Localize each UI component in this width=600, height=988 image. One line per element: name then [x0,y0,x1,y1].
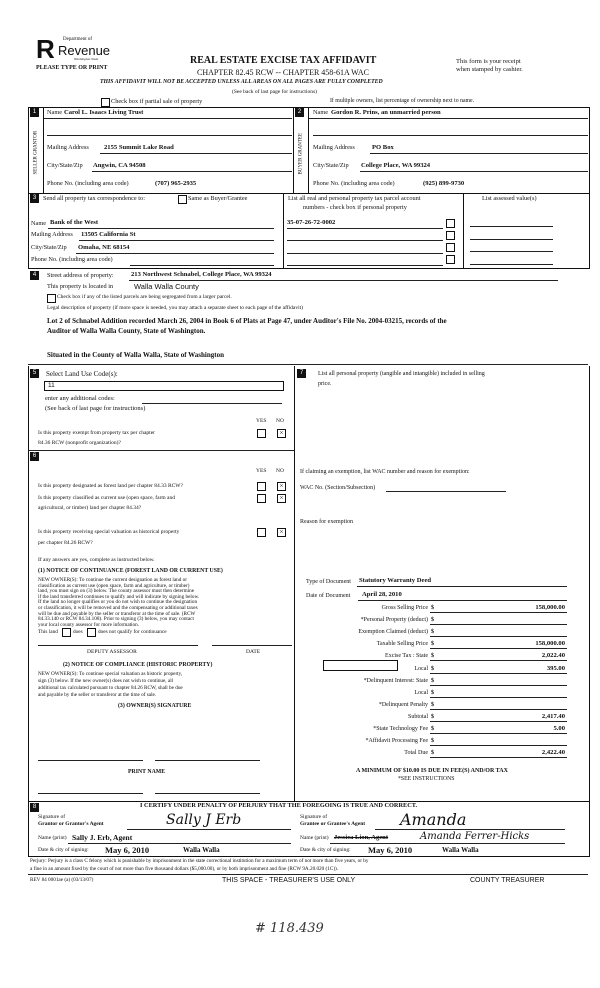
partial-sale-checkbox[interactable] [101,98,110,107]
date-city-label: Date & city of signing: [38,847,89,853]
grantee-print-name-handwritten[interactable]: Amanda Ferrer-Hicks [420,831,530,842]
tax-row-value: 395.00 [546,664,565,672]
tax-row-label: Exemption Claimed (deduct) [358,629,428,636]
notice-line: NEW OWNER(S): To continue special valuation as historic property, [38,671,183,677]
parcel-header-1: List all real and personal property tax parcel account [288,195,421,202]
yes-header: YES [256,468,267,474]
segregated-checkbox[interactable] [47,294,56,303]
tax-row-value: 158,000.00 [535,604,565,611]
divider [283,193,284,268]
tax-row-rule [430,624,567,625]
rule [375,829,565,830]
grantee-agent-label: Grantee or Grantee's Agent [300,821,366,827]
wac-label: WAC No. (Section/Subsection) [300,485,376,491]
exempt-no-checkbox-checked[interactable]: × [277,429,286,438]
tax-row-rule [430,709,567,710]
rule [357,586,567,587]
grantor-signature[interactable]: Sally J Erb [166,812,242,828]
same-as-buyer-checkbox[interactable] [178,195,187,204]
receipt-note-2: when stamped by cashier. [456,66,523,73]
street-label: Street address of property: [47,272,114,279]
section-4-number: 4 [30,271,39,280]
rule [28,874,588,875]
value: Gordon R. Prins, an unmarried person [331,109,441,116]
label: City/State/Zip [31,244,67,251]
please-type-note: PLEASE TYPE OR PRINT [36,65,108,71]
label: Mailing Address [47,144,89,151]
tax-row-rule [430,612,567,613]
notice-continuance-title: (1) NOTICE OF CONTINUANCE (FOREST LAND OR CURRENT USE) [38,568,223,574]
tax-row-value: 158,000.00 [535,640,565,648]
owner-signature-label: (3) OWNER(S) SIGNATURE [118,703,192,709]
divider [463,193,464,268]
grantor-agent-label: Grantor or Grantor's Agent [38,821,104,827]
rule [47,135,292,136]
tax-row-rule [430,745,567,746]
tax-row-value: 2,422.40 [541,749,565,757]
situated-line: Situated in the County of Walla Walla, State of Washington [47,351,224,359]
label: Phone No. (including area code) [47,180,129,187]
historic-question-cont: per chapter 84.26 RCW? [38,540,93,546]
currency-sign: $ [431,665,434,672]
label: City/State/Zip [313,162,349,169]
currency-sign: $ [431,750,434,757]
tax-row-label: *Affidavit Processing Fee [365,738,428,745]
rule [287,265,443,266]
grantee-signature[interactable]: Amanda [400,810,467,829]
assessed-value-field[interactable] [470,226,553,227]
handwritten-number: # 118.439 [255,921,324,936]
grantor-print-name[interactable]: Sally J. Erb, Agent [72,833,133,842]
tax-row-rule [430,673,567,674]
currency-sign: $ [431,726,434,732]
print-name-line[interactable] [38,793,143,794]
currency-sign: $ [431,617,434,624]
if-yes-note: If any answers are yes, complete as instructed below. [38,557,155,563]
label: Name [31,220,47,227]
multiple-owners-note: If multiple owners, list percentage of ownership next to name. [330,98,475,104]
logo-state: Washington State [74,57,99,61]
land-use-code: 11 [48,382,55,389]
section-1-number: 1 [30,108,39,117]
rule [313,135,588,136]
logo-r-mark: R [36,34,55,64]
tax-row-rule [430,648,567,649]
section-3-number: 3 [30,194,39,203]
notice-line: classification as current use (open space, farm and agriculture, or timber) [38,582,190,589]
does-not-qualify-checkbox[interactable] [87,628,96,637]
notice-line: and payable by the seller or transferor at the time of sale. [38,692,157,698]
rule [44,118,292,119]
notice-line: if the land transferred continues to qualify and will indicate by signing below. [38,593,200,600]
perjury-notice-1: Perjury: Perjury is a class C felony which is punishable by imprisonment in the state correctional institution for a maximum term of not more than five years, or by [30,858,369,864]
personal-property-checkbox[interactable] [446,243,455,252]
owner-signature-line[interactable] [38,760,143,761]
grantee-sign-date[interactable]: May 6, 2010 [368,845,413,855]
rule [28,364,588,365]
section-8-number: 8 [30,803,39,812]
label: Mailing Address [313,144,355,151]
date-label: DATE [246,649,261,655]
label: Mailing Address [31,231,73,238]
certify-statement: I CERTIFY UNDER PENALTY OF PERJURY THAT THE FOREGOING IS TRUE AND CORRECT. [140,802,418,809]
see-instructions-note: *SEE INSTRUCTIONS [398,776,455,782]
section-2-number: 2 [295,108,304,117]
tax-row-rule [430,733,567,734]
section-6-number: 6 [30,452,39,461]
does-label: does [73,629,83,635]
rule [330,843,565,844]
additional-codes-input[interactable] [142,403,282,404]
deputy-assessor-line[interactable] [38,645,198,646]
current-use-yes-checkbox[interactable] [257,494,266,503]
rule [358,600,567,601]
rule [28,450,294,451]
name-print-label: Name (print) [300,835,329,841]
county-value[interactable]: Walla Walla County [134,282,199,291]
rule [360,171,588,172]
forest-land-question: Is this property designated as forest land per chapter 84.33 RCW? [38,483,183,489]
currency-sign: $ [431,605,434,611]
rule [287,253,443,254]
value: Omaha, NE 68154 [78,244,130,251]
label: Phone No. (including area code) [313,180,395,187]
section-5-number: 5 [30,369,39,378]
label: Name [313,109,329,116]
seller-side-label: SELLER GRANTOR [33,130,39,175]
see-back-note: (See back of last page for instructions) [45,405,146,412]
rule [68,843,291,844]
rule [287,240,443,241]
currency-sign: $ [431,677,434,684]
owner-signature-line[interactable] [155,760,260,761]
rule [48,228,274,229]
this-land-label: This land [38,629,58,635]
tax-row-label: Local [414,665,428,672]
current-use-no-checkbox-checked[interactable]: × [277,494,286,503]
assessed-value-field[interactable] [470,264,553,265]
tax-row-label: Excise Tax : State [385,653,428,660]
value: 2155 Summit Lake Road [104,144,174,151]
rule [127,829,291,830]
instructions-note: (See back of last page for instructions) [232,89,317,95]
wac-input[interactable] [386,491,506,492]
buyer-side-label: BUYER GRANTEE [298,132,304,175]
assessed-value-field[interactable] [470,251,553,252]
historic-yes-checkbox[interactable] [257,528,266,537]
tax-row-label: Gross Selling Price [381,605,428,611]
exempt-question-cont: 84.36 RCW (nonprofit organization)? [38,440,121,446]
notice-line: additional tax calculated pursuant to chapter 84.26 RCW, shall be due [38,685,183,691]
personal-property-checkbox[interactable] [446,255,455,264]
treasurer-use-label: THIS SPACE - TREASURER'S USE ONLY [222,877,356,884]
county-label: This property is located in [47,283,114,290]
assessed-value-field[interactable] [470,239,553,240]
tax-row-label: Taxable Selling Price [376,641,428,648]
currency-sign: $ [431,653,434,660]
forest-yes-checkbox[interactable] [257,482,266,491]
deputy-assessor-label: DEPUTY ASSESSOR [87,649,137,655]
notice-line: NEW OWNER(S): To continue the current designation as forest land or [38,577,187,583]
assessed-values-header: List assessed value(s) [482,195,537,202]
form-chapter: CHAPTER 82.45 RCW -- CHAPTER 458-61A WAC [197,68,369,77]
tax-row-rule [430,660,567,661]
additional-codes-label: enter any additional codes: [45,395,115,402]
rule [130,265,274,266]
legal-description-line-1: Lot 2 of Schnabel Addition recorded March 26, 2004 in Book 6 of Plats at Page 47, under Auditor's File No. 2004-03215, records of the [47,317,447,325]
same-as-buyer-label: Same as Buyer/Grantee [188,195,248,202]
tax-row-label: *Delinquent Penalty [378,701,428,708]
yes-header: YES [256,418,267,424]
tax-row-rule [430,757,567,758]
grantee-sign-city[interactable]: Walla Walla [442,846,479,854]
forest-no-checkbox-checked[interactable]: × [277,482,286,491]
doc-date-value[interactable]: April 28, 2010 [362,591,402,598]
minimum-fee-note: A MINIMUM OF $10.00 IS DUE IN FEE(S) AND/OR TAX [356,768,508,774]
legal-description-line-2: Auditor of Walla Walla County, State of Washington. [47,327,206,335]
tax-row-label: *Personal Property (deduct) [360,617,428,624]
tax-row-rule [430,697,567,698]
currency-sign: $ [431,641,434,648]
value: (925) 899-9730 [423,180,465,187]
rule [79,240,274,241]
tax-row-label: *State Technology Fee [373,726,428,732]
print-name-line[interactable] [155,793,260,794]
no-header: NO [276,418,284,424]
rule [370,153,588,154]
tax-row-rule [430,721,567,722]
form-title: REAL ESTATE EXCISE TAX AFFIDAVIT [190,55,377,66]
value: Angwin, CA 94508 [93,162,146,169]
tax-row-label: Local [414,689,428,696]
legal-description-label: Legal description of property (if more space is needed, you may attach a separate sheet to each page of the affidavit) [47,305,303,311]
exempt-question: Is this property exempt from property tax per chapter [38,430,155,436]
land-use-code-input[interactable] [44,381,284,391]
divider [308,107,309,193]
rule [100,153,292,154]
currency-sign: $ [431,629,434,636]
current-use-question-cont: agricultural, or timber) land per chapter 84.34? [38,505,142,511]
exempt-yes-checkbox[interactable] [257,429,266,438]
historic-question: Is this property receiving special valuation as historical property [38,529,180,535]
historic-no-checkbox-checked[interactable]: × [277,528,286,537]
notice-line: land, you must sign on (3) below. The county assessor must then determine [38,588,195,595]
print-name-label: PRINT NAME [128,769,166,775]
doc-type-value[interactable]: Statutory Warranty Deed [359,577,432,584]
value: (707) 965-2935 [155,180,197,187]
land-use-label: Select Land Use Code(s): [46,370,118,378]
does-qualify-checkbox[interactable] [62,628,71,637]
partial-sale-label: Check box if partial sale of property [111,98,203,105]
signature-of-label: Signature of [300,814,328,820]
divider [293,107,294,193]
section-7-number: 7 [297,369,306,378]
grantor-sign-city[interactable]: Walla Walla [183,846,220,854]
tax-row-value: 5.00 [553,725,565,732]
doc-date-label: Date of Document [306,593,351,599]
rule [287,228,443,229]
exemption-label: If claiming an exemption, list WAC number and reason for exemption: [300,469,470,475]
personal-property-label-cont: price. [318,381,332,387]
rule [129,280,558,281]
personal-property-checkbox[interactable] [446,219,455,228]
divider [43,107,44,193]
value: PO Box [372,144,394,151]
rule [76,253,274,254]
value: Bank of the West [50,219,99,226]
logo-name: Revenue [58,43,111,58]
reason-label: Reason for exemption [300,519,353,525]
tax-row-label: Subtotal [407,713,428,720]
date-city-label: Date & city of signing: [300,847,351,853]
current-use-question: Is this property classified as current use (open space, farm and [38,495,175,501]
rule [92,171,292,172]
form-revision: REV 84 0001ae (a) (03/13/07) [30,877,94,883]
value: 13505 California St [81,231,136,238]
currency-sign: $ [431,738,434,745]
parcel-number[interactable]: 35-07-26-72-0002 [287,219,336,226]
notice-line: your local county assessor for more information. [38,621,139,628]
personal-property-label: List all personal property (tangible and intangible) included in selling [318,371,485,377]
tax-row-value: 2,022.40 [541,652,565,660]
street-address[interactable]: 213 Northwest Schnabel, College Place, WA 99324 [131,271,272,278]
tax-row-rule [430,685,567,686]
name-print-label: Name (print) [38,835,67,841]
grantee-print-name-struck: Jessica Lion, Agent [334,834,389,841]
value: Carol L. Isaacs Living Trust [64,109,144,116]
logo-dept: Department of [63,37,93,42]
label: Name [47,109,63,116]
perjury-notice-2: a fine in an amount fixed by the court of not more than five thousand dollars ($5,000.00), or by both imprisonment and fine (RCW 9A.20.020 (1C)). [30,866,339,872]
notice-line: will be due and payable by the seller or transferor at the time of sale. (RCW [38,610,196,617]
send-correspondence-label: Send all property tax correspondence to: [43,195,145,202]
currency-sign: $ [431,689,434,696]
tax-row-value: 2,417.40 [541,712,565,720]
notice-line: or classification, it will be removed and the compensating or additional taxes [38,605,198,611]
rule [309,118,588,119]
notice-line: sign (3) below. If the new owner(s) does not wish to continue, all [38,678,174,684]
completion-warning: THIS AFFIDAVIT WILL NOT BE ACCEPTED UNLESS ALL AREAS ON ALL PAGES ARE FULLY COMPLETED [100,79,383,85]
grantor-sign-date[interactable]: May 6, 2010 [105,845,150,855]
tax-row-label: *Delinquent Interest: State [363,677,428,684]
notice-line: 84.33.140 or RCW 84.34.108). Prior to signing (3) below, you may contact [38,616,194,623]
notice-line: If the land no longer qualifies or you do not wish to continue the designation [38,599,198,606]
label: City/State/Zip [47,162,83,169]
divider [294,366,295,802]
does-not-label: does not qualify for continuance [98,629,167,635]
parcel-header-2: numbers - check box if personal property [303,204,407,211]
tax-row-rule [430,636,567,637]
county-treasurer-label: COUNTY TREASURER [470,877,545,884]
personal-property-checkbox[interactable] [446,231,455,240]
tax-row-label: Total Due [404,750,428,757]
notice-compliance-title: (2) NOTICE OF COMPLIANCE (HISTORIC PROPERTY) [63,662,213,668]
no-header: NO [276,468,284,474]
receipt-note-1: This form is your receipt [456,58,521,65]
value: College Place, WA 99324 [361,162,431,169]
segregated-label: Check box if any of the listed parcels are being segregated from a larger parcel. [57,294,232,300]
currency-sign: $ [431,713,434,720]
signature-of-label: Signature of [38,814,66,820]
label: Phone No. (including area code) [31,256,113,263]
currency-sign: $ [431,701,434,708]
assessor-date-line[interactable] [212,645,292,646]
doc-type-label: Type of Document [306,579,351,585]
